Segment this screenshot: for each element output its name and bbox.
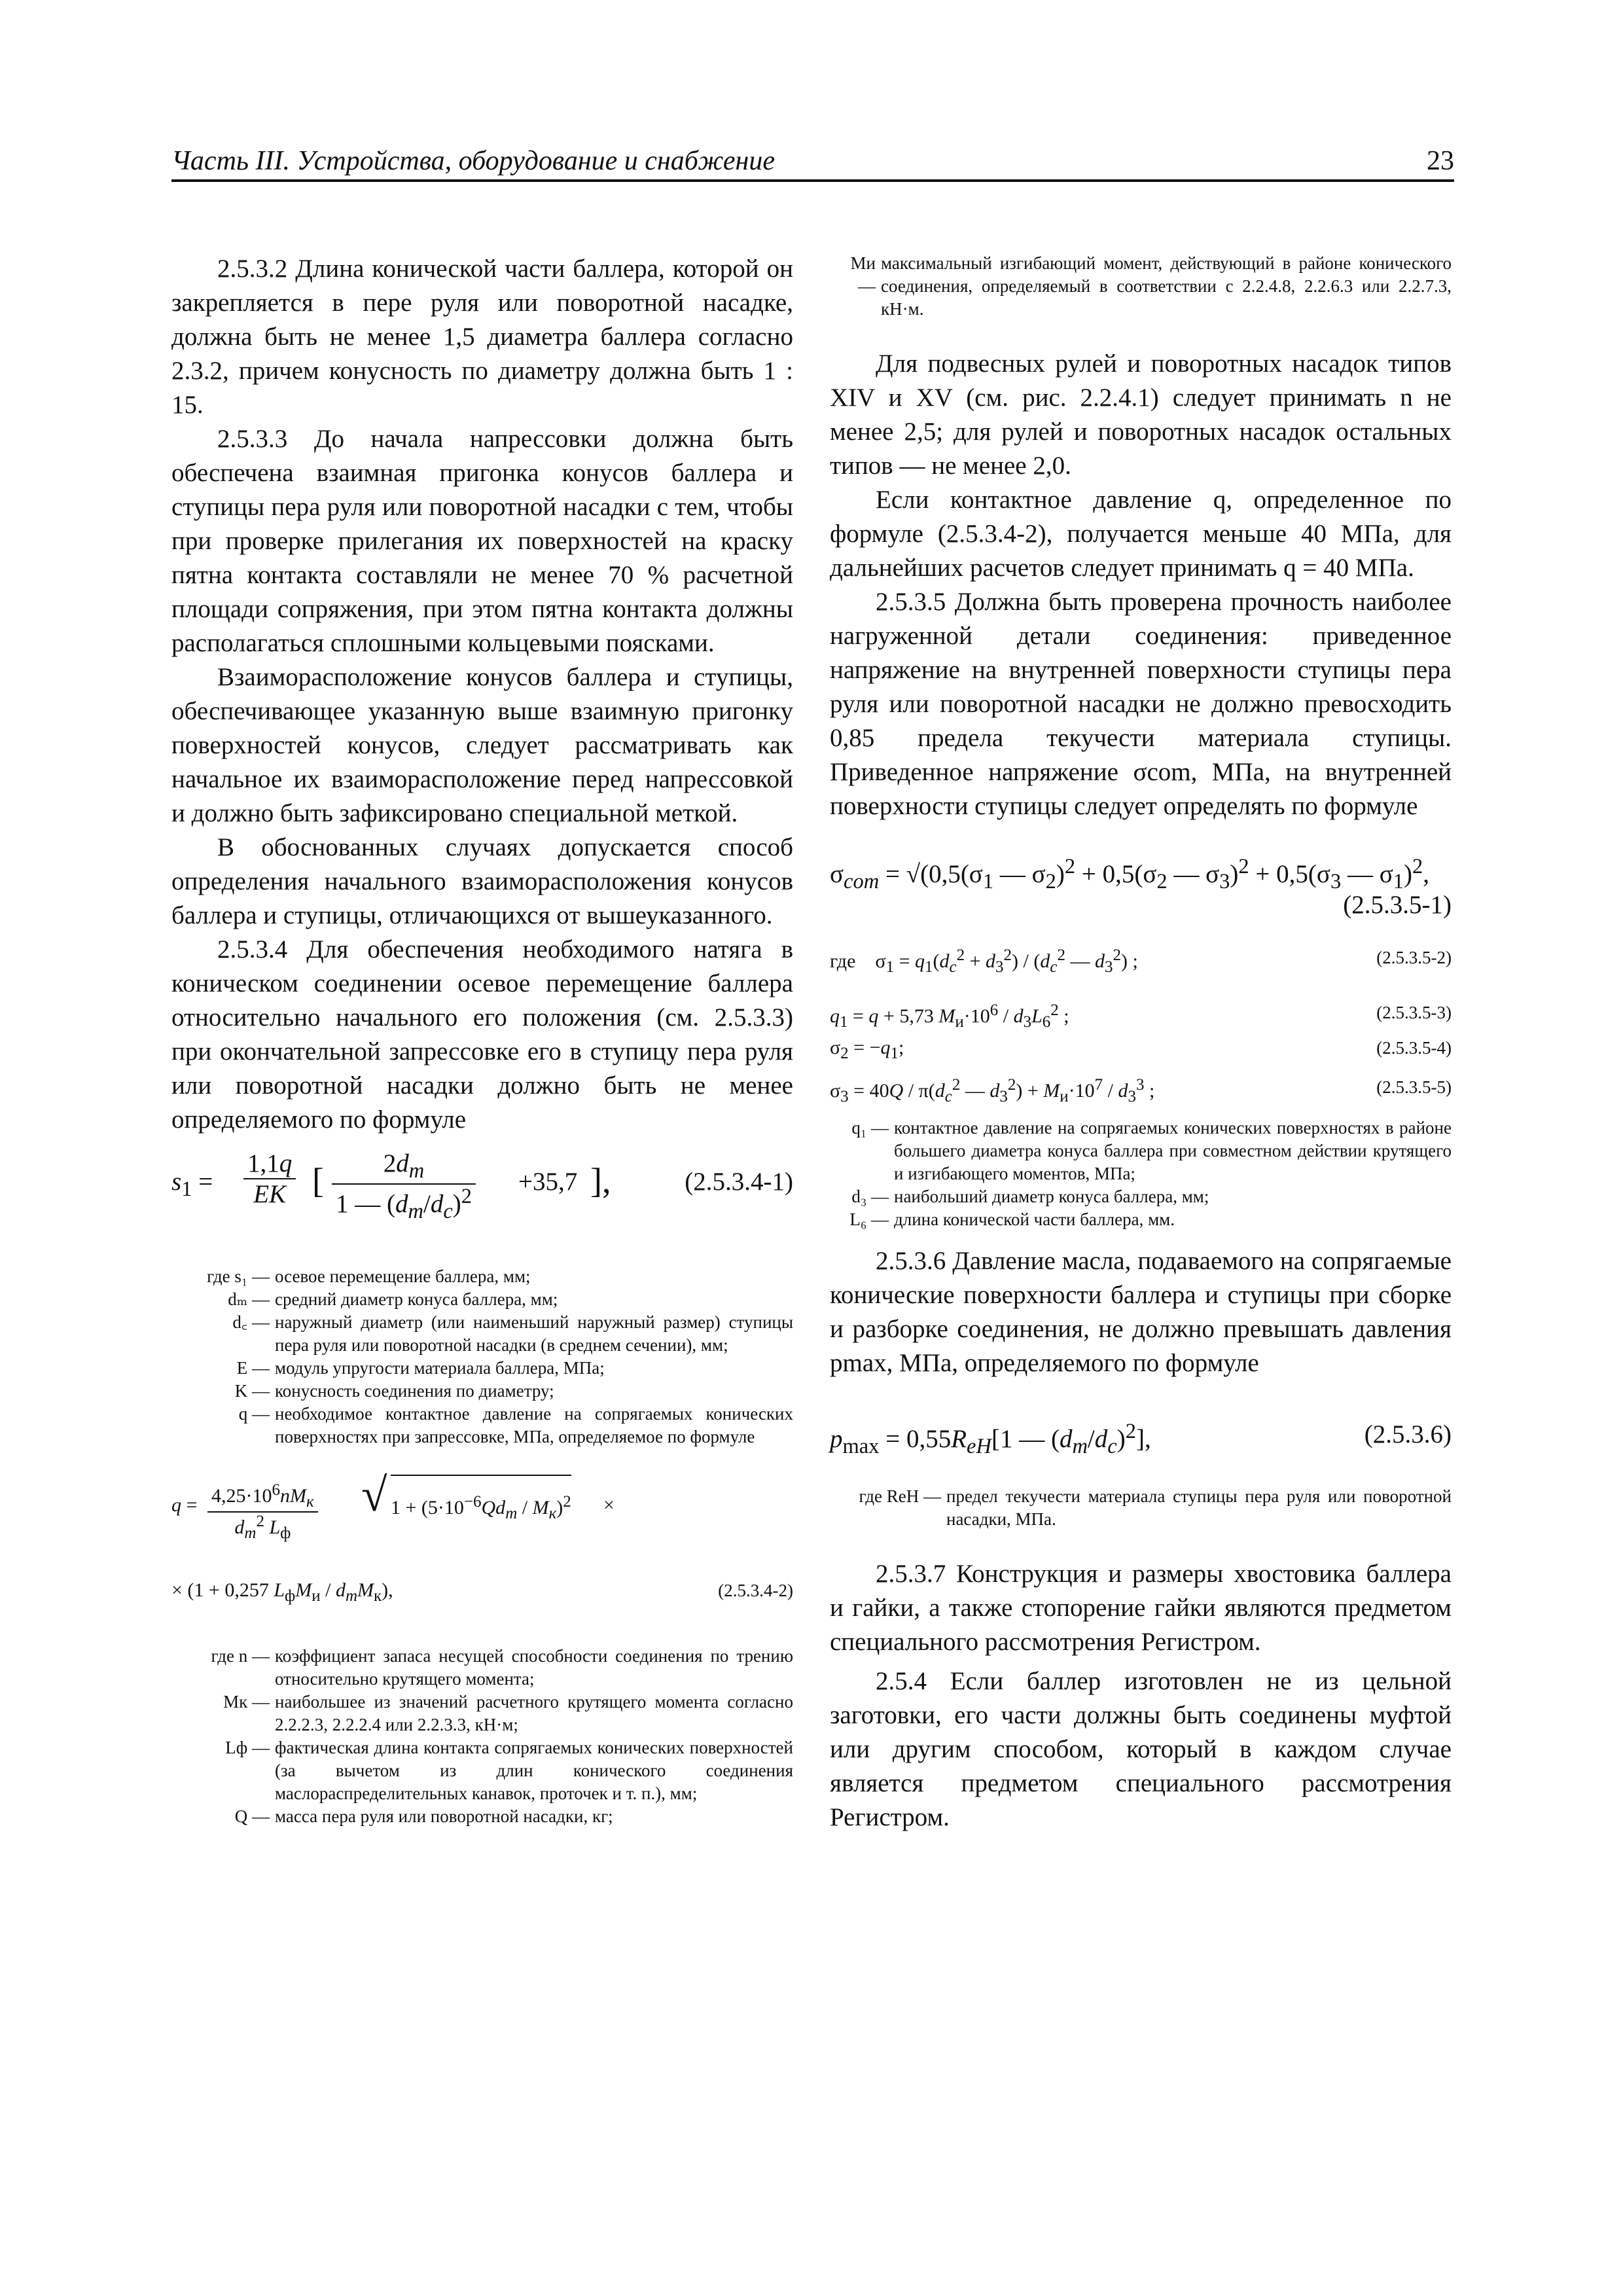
definitions-2 bbox=[171, 1645, 793, 1828]
def-row: q₁ — контактное давление на сопрягаемых конических поверхностях в районе большего диаметра конуса баллера при совместном действии крутящего и изгибающего моментов, МПа; bbox=[851, 1118, 1452, 1183]
eq-number: (2.5.3.5-2) bbox=[1376, 948, 1452, 967]
definition-reh bbox=[830, 1485, 1452, 1531]
para-alignment: Взаиморасположение конусов баллера и ступицы, обеспечивающее указанную выше взаимную пригонку поверхностей конусов, следует рассматривать как начальное их взаиморасположение перед напрессовкой и должно быть зафиксировано специальной меткой. bbox=[171, 663, 793, 827]
right-column bbox=[830, 252, 1452, 1835]
eq-number: (2.5.3.5-1) bbox=[1343, 891, 1452, 919]
para-2-5-3-5: 2.5.3.5 Должна быть проверена прочность наиболее нагруженной детали соединения: приведенное напряжение на внутренней поверхности ступицы пера руля или поворотной насадки не должно превосходить 0,85 предела текучести материала ступицы. Приведенное напряжение σcom, МПа, на внутренней поверхности ступицы следует определять по формуле bbox=[830, 588, 1452, 820]
para-2-5-3-7: 2.5.3.7 Конструкция и размеры хвостовика баллера и гайки, а также стопорение гайки являются предметом специального рассмотрения Регистром. bbox=[830, 1560, 1452, 1656]
formula-2-5-3-5-1: $\sigma_{com} = √(0,5(\sigma_1$ — $\sigma_2)^2 + 0,5(\sigma_2$ — $\sigma_3)^2 + 0,5(\sigma_3$ — $\sigma_1)^2$, (2.5.3.5-1) bbox=[830, 855, 1452, 919]
def-row: dₘ — средний диаметр конуса баллера, мм; bbox=[228, 1289, 558, 1309]
formula-2-5-3-5-4: $\sigma_2 = -q_1$; (2.5.3.5-4) bbox=[830, 1037, 1452, 1062]
page-number: 23 bbox=[1427, 146, 1454, 176]
formula-2-5-3-6: $p_{max} = 0,55R_{eH}[1$ — $(d_m/d_c)^2$], (2.5.3.6) bbox=[830, 1420, 1452, 1458]
def-row: K — конусность соединения по диаметру; bbox=[234, 1381, 554, 1401]
def-row: где ReH — предел текучести материала ступицы пера руля или поворотной насадки, МПа. bbox=[859, 1486, 1452, 1529]
formula-q: q = $4,25\cdot 10^6nM_к$ $d_m^2$ $L_ф$ √ $1 + (5\cdot 10^{-6}Qd_m / M_к)^2$ × bbox=[171, 1469, 615, 1542]
formula-2-5-3-4-1: $s_1$ = $\frac{1,1q}{EK}$ [ $\frac{2d_m}{1 — (d_m/d_c)^2}$ +35,7 ], (2.5.3.4-1) bbox=[171, 1149, 793, 1223]
def-row: где n — коэффициент запаса несущей способности соединения по трению относительно крутящего момента; bbox=[211, 1646, 793, 1689]
page-header bbox=[171, 143, 1454, 182]
def-row: d₃ — наибольший диаметр конуса баллера, мм; bbox=[851, 1187, 1209, 1206]
definitions-3 bbox=[830, 1117, 1452, 1231]
eq-number: (2.5.3.4-2) bbox=[718, 1581, 793, 1600]
def-row: где s₁ — осевое перемещение баллера, мм; bbox=[207, 1266, 531, 1286]
def-row: Mи — максимальный изгибающий момент, действующий в районе конического соединения, определяемый в соответствии с 2.2.4.8, 2.2.6.3 или 2.2.7.3, кН·м. bbox=[850, 253, 1452, 319]
eq-number: (2.5.3.6) bbox=[1364, 1420, 1452, 1448]
eq-number: (2.5.3.5-5) bbox=[1376, 1077, 1452, 1097]
formula-2-5-3-5-3: $q_1 = q + 5,73$ $M_и\cdot 10^6 / d_3L_6^2$ ; (2.5.3.5-3) bbox=[830, 1001, 1452, 1031]
para-n-value: Для подвесных рулей и поворотных насадок типов XIV и XV (см. рис. 2.2.4.1) следует принимать n не менее 2,5; для рулей и поворотных насадок остальных типов — не менее 2,0. bbox=[830, 350, 1452, 480]
formula-2-5-3-5-5: $\sigma_3 = 40Q / \pi(d_c^2$ — $d_3^2) + M_и\cdot 10^7 / d_3^3$ ; (2.5.3.5-5) bbox=[830, 1076, 1452, 1105]
def-row: L₆ — длина конической части баллера, мм. bbox=[849, 1210, 1175, 1229]
formula-2-5-3-5-2: где $\sigma_1 = q_1(d_c^2 + d_3^2) / (d_c^2$ — $d_3^2$) ; (2.5.3.5-2) bbox=[830, 946, 1452, 976]
para-2-5-3-6: 2.5.3.6 Давление масла, подаваемого на сопрягаемые конические поверхности баллера и ступицы при сборке и разборке соединения, не должно превышать давления pmax, МПа, определяемого по формуле bbox=[830, 1247, 1452, 1377]
running-title: Часть III. Устройства, оборудование и снабжение bbox=[171, 146, 775, 176]
left-column bbox=[171, 252, 793, 1828]
def-row: Lф — фактическая длина контакта сопрягаемых конических поверхностей (за вычетом из длин конического соединения маслораспределительных канавок, проточек и т. п.), мм; bbox=[225, 1738, 793, 1803]
definition-mi bbox=[830, 252, 1452, 321]
def-row: d꜀ — наружный диаметр (или наименьший наружный размер) ступицы пера руля или поворотной насадки (в среднем сечении), мм; bbox=[232, 1312, 793, 1355]
def-row: E — модуль упругости материала баллера, МПа; bbox=[236, 1358, 605, 1378]
eq-number: (2.5.3.4-1) bbox=[685, 1168, 793, 1196]
para-justified-cases: В обоснованных случаях допускается способ определения начального взаиморасположения конусов баллера и ступицы, отличающихся от вышеуказанного. bbox=[171, 833, 793, 929]
formula-q-continued: × (1 + 0,257 $L_фM_и / d_mM_к$), (2.5.3.4-2) bbox=[171, 1579, 793, 1605]
eq-number: (2.5.3.5-3) bbox=[1376, 1003, 1452, 1022]
para-2-5-4: 2.5.4 Если баллер изготовлен не из цельной заготовки, его части должны быть соединены муфтой или другим способом, который в каждом случае является предметом специального рассмотрения Регистром. bbox=[830, 1667, 1452, 1831]
def-row: Mк — наибольшее из значений расчетного крутящего момента согласно 2.2.2.3, 2.2.2.4 или 2.2.3.3, кН·м; bbox=[223, 1692, 793, 1734]
para-2-5-3-2: 2.5.3.2 Длина конической части баллера, которой он закрепляется в пере руля или поворотной насадке, должна быть не менее 1,5 диаметра баллера согласно 2.3.2, причем конусность по диаметру должна быть 1 : 15. bbox=[171, 255, 793, 419]
def-row: Q — масса пера руля или поворотной насадки, кг; bbox=[234, 1806, 613, 1826]
para-q-value: Если контактное давление q, определенное по формуле (2.5.3.4-2), получается меньше 40 МПа, для дальнейших расчетов следует принимать q = 40 МПа. bbox=[830, 486, 1452, 582]
eq-number: (2.5.3.5-4) bbox=[1376, 1038, 1452, 1058]
para-2-5-3-4: 2.5.3.4 Для обеспечения необходимого натяга в коническом соединении осевое перемещение баллера относительно начального его положения (см. 2.5.3.3) при окончательной запрессовке его в ступицу пера руля или поворотной насадки должно быть не менее определяемого по формуле bbox=[171, 935, 793, 1134]
def-row: q — необходимое контактное давление на сопрягаемых конических поверхностях при запрессовке, МПа, определяемое по формуле bbox=[238, 1404, 793, 1446]
definitions-1 bbox=[171, 1265, 793, 1448]
para-2-5-3-3: 2.5.3.3 До начала напрессовки должна быть обеспечена взаимная пригонка конусов баллера и ступицы пера руля или поворотной насадки с тем, чтобы при проверке прилегания их поверхностей на краску пятна контакта составляли не менее 70 % расчетной площади сопряжения, при этом пятна контакта должны располагаться сплошными кольцевыми поясками. bbox=[171, 425, 793, 657]
